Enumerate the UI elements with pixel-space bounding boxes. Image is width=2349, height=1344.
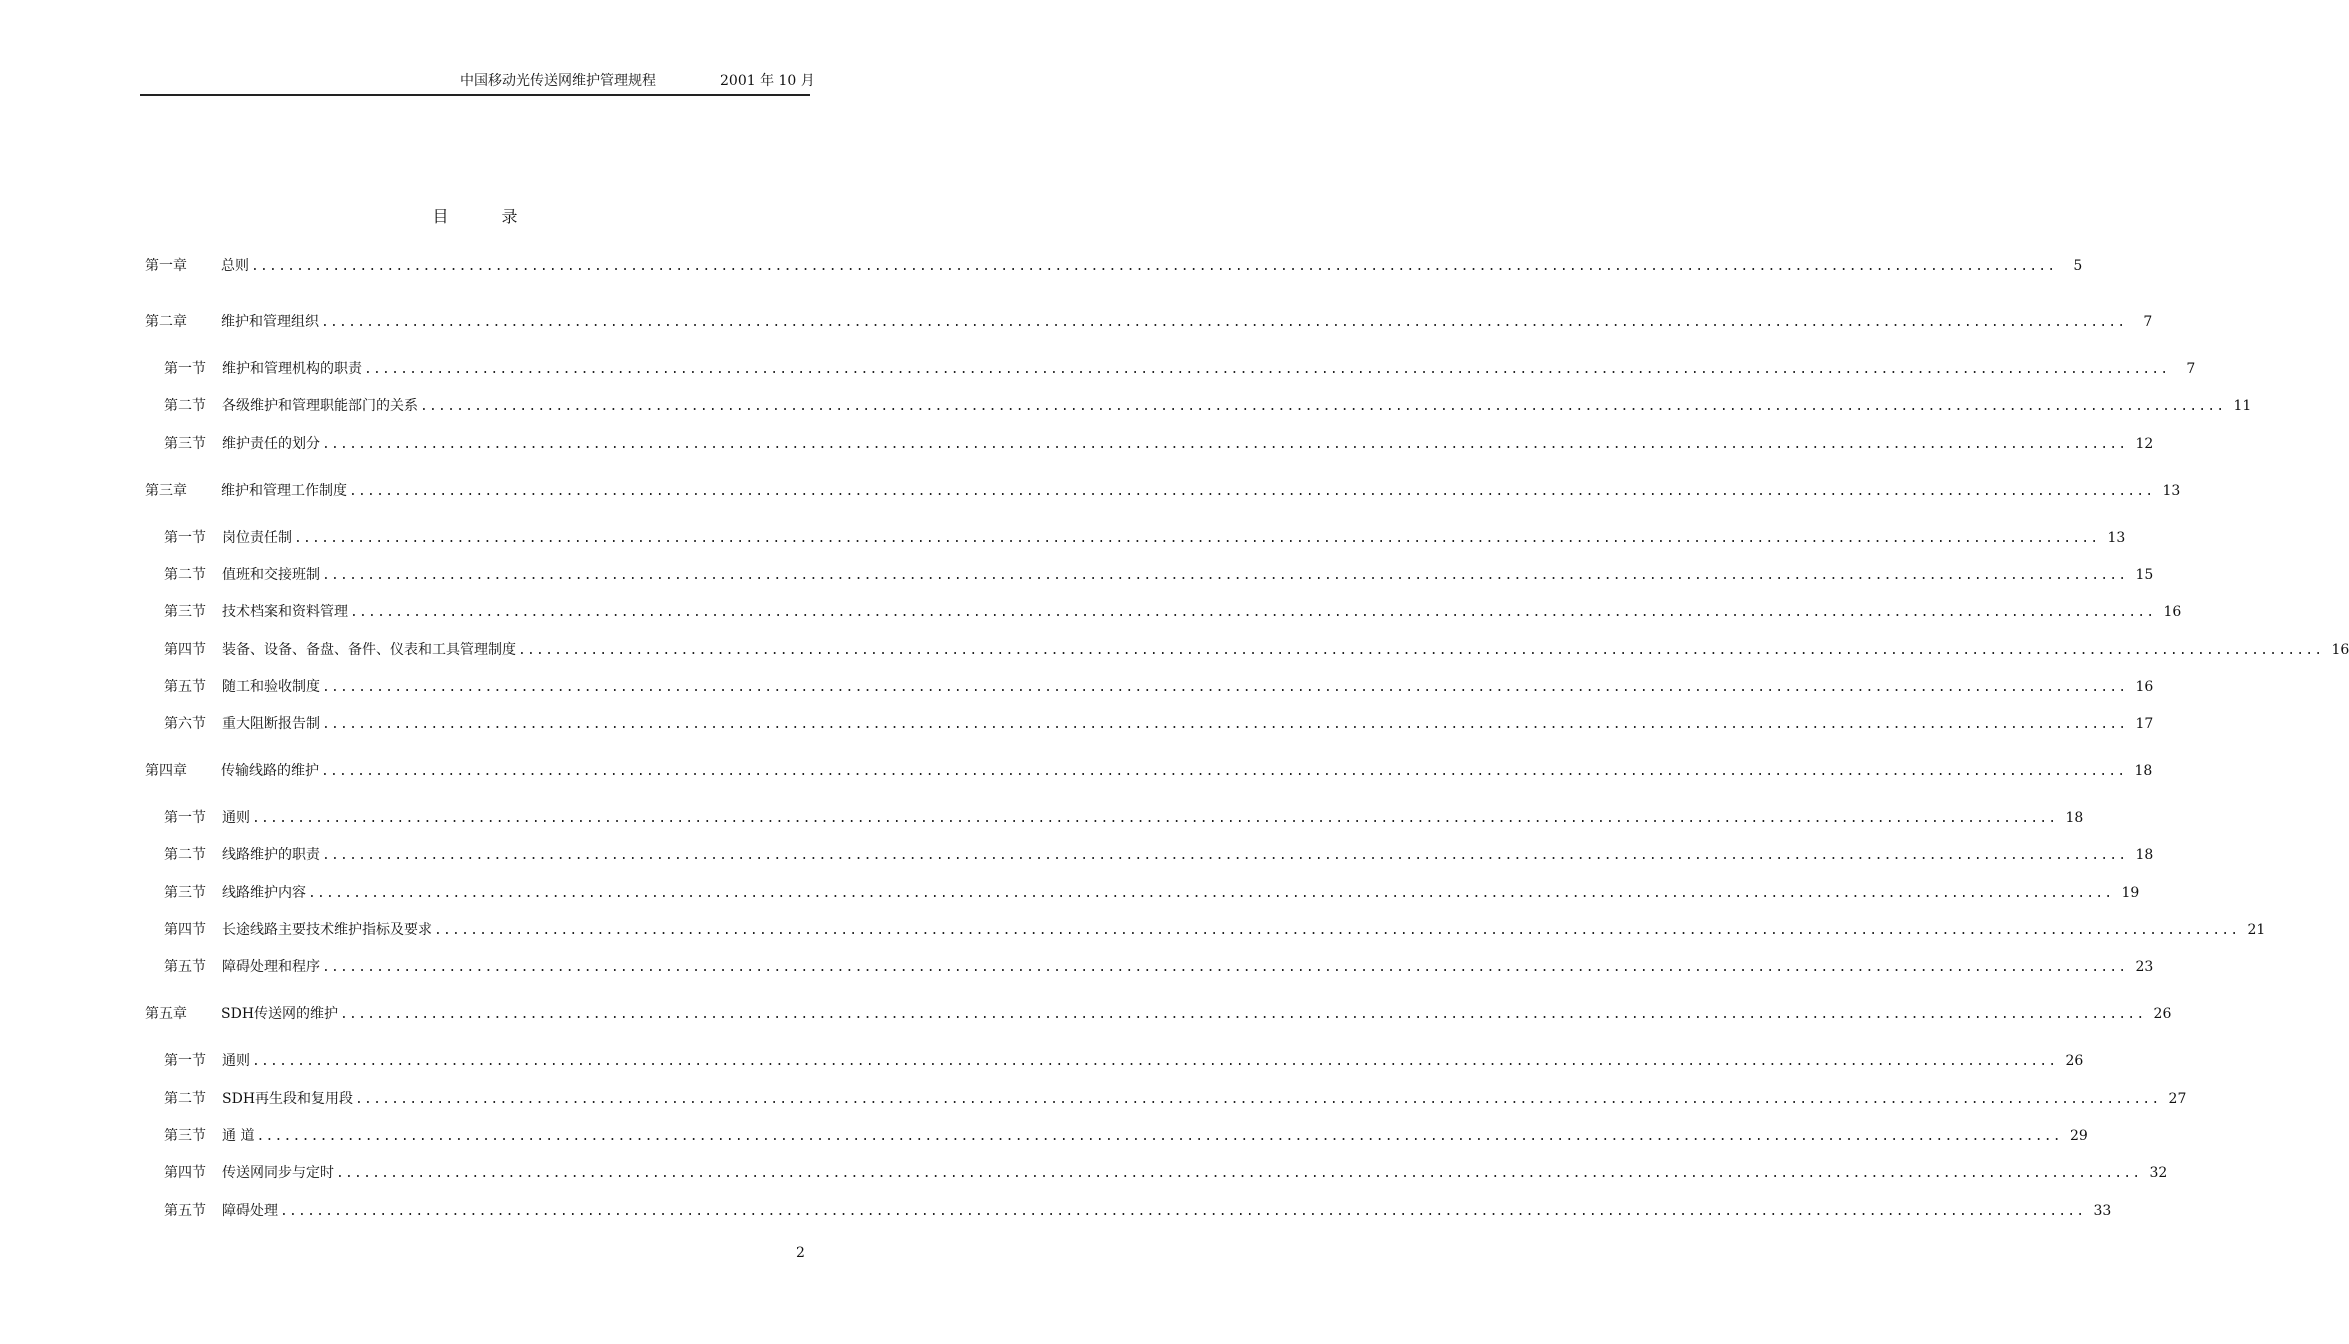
toc-entry-page: 17 xyxy=(2135,716,2154,732)
toc-dot-leader: ........................................................................................................................................................................................................ xyxy=(251,259,2057,274)
toc-section-row xyxy=(164,1089,2187,1110)
toc-entry-page: 18 xyxy=(2134,763,2153,779)
toc-entry-label: 第一节 xyxy=(164,810,206,826)
toc-entry-page: 33 xyxy=(2093,1203,2112,1219)
toc-dot-leader: ........................................................................................................................................................................................................ xyxy=(336,1166,2142,1181)
toc-entry-label: 第五节 xyxy=(164,679,206,695)
toc-entry-label: 第三节 xyxy=(164,885,206,901)
toc-dot-leader: ........................................................................................................................................................................................................ xyxy=(280,1204,2086,1219)
toc-entry-label: 第一节 xyxy=(164,1053,206,1069)
toc-dot-leader: ........................................................................................................................................................................................................ xyxy=(322,568,2128,583)
toc-dot-leader: ........................................................................................................................................................................................................ xyxy=(308,886,2114,901)
toc-entry-page: 16 xyxy=(2163,604,2182,620)
toc-entry-label: 第二节 xyxy=(164,847,206,863)
toc-chapter-row xyxy=(145,256,2083,277)
toc-entry-page: 29 xyxy=(2069,1128,2088,1144)
toc-chapter-row xyxy=(145,312,2153,333)
toc-entry-label: 第三节 xyxy=(164,1128,206,1144)
toc-entry-label: 第四节 xyxy=(164,1165,206,1181)
toc-entry-title: 技术档案和资料管理 xyxy=(222,604,348,620)
toc-section-row xyxy=(164,883,2140,904)
toc-entry-title: SDH传送网的维护 xyxy=(221,1006,339,1022)
toc-section-row xyxy=(164,714,2154,735)
toc-dot-leader: ........................................................................................................................................................................................................ xyxy=(322,848,2128,863)
toc-entry-page: 27 xyxy=(2168,1091,2187,1107)
toc-section-row xyxy=(164,920,2266,941)
toc-entry-page: 23 xyxy=(2135,959,2154,975)
toc-dot-leader: ........................................................................................................................................................................................................ xyxy=(350,605,2156,620)
toc-entry-title: 重大阻断报告制 xyxy=(222,716,320,732)
toc-dot-leader: ........................................................................................................................................................................................................ xyxy=(321,315,2127,330)
toc-entry-title: 传送网同步与定时 xyxy=(222,1165,334,1181)
toc-heading: 目 录 xyxy=(432,207,542,226)
toc-dot-leader: ........................................................................................................................................................................................................ xyxy=(322,437,2128,452)
toc-dot-leader: ........................................................................................................................................................................................................ xyxy=(252,811,2058,826)
header-date: 2001 年 10 月 xyxy=(720,73,815,89)
toc-entry-title: 障碍处理和程序 xyxy=(222,959,320,975)
toc-entry-label: 第二节 xyxy=(164,1091,206,1107)
toc-section-row xyxy=(164,565,2154,586)
toc-entry-page: 13 xyxy=(2107,530,2126,546)
toc-entry-label: 第六节 xyxy=(164,716,206,732)
toc-entry-page: 13 xyxy=(2162,483,2181,499)
toc-entry-title: SDH再生段和复用段 xyxy=(222,1091,354,1107)
toc-entry-label: 第四节 xyxy=(164,642,206,658)
toc-entry-page: 18 xyxy=(2065,810,2084,826)
toc-entry-page: 26 xyxy=(2065,1053,2084,1069)
toc-entry-page: 21 xyxy=(2247,922,2266,938)
page-number: 2 xyxy=(796,1245,805,1261)
toc-entry-title: 维护和管理组织 xyxy=(221,314,319,330)
toc-dot-leader: ........................................................................................................................................................................................................ xyxy=(252,1054,2058,1069)
toc-entry-label: 第一章 xyxy=(145,258,187,274)
toc-section-row xyxy=(164,1051,2084,1072)
toc-dot-leader: ........................................................................................................................................................................................................ xyxy=(340,1007,2146,1022)
toc-dot-leader: ........................................................................................................................................................................................................ xyxy=(322,680,2128,695)
toc-section-row xyxy=(164,1201,2112,1222)
toc-entry-title: 障碍处理 xyxy=(222,1203,278,1219)
toc-section-row xyxy=(164,677,2154,698)
toc-entry-title: 随工和验收制度 xyxy=(222,679,320,695)
toc-entry-page: 19 xyxy=(2121,885,2140,901)
toc-entry-label: 第二节 xyxy=(164,567,206,583)
toc-dot-leader: ........................................................................................................................................................................................................ xyxy=(364,362,2170,377)
toc-entry-title: 传输线路的维护 xyxy=(221,763,319,779)
toc-entry-page: 7 xyxy=(2143,314,2153,330)
toc-entry-title: 线路维护内容 xyxy=(222,885,306,901)
toc-entry-label: 第三节 xyxy=(164,436,206,452)
toc-dot-leader: ........................................................................................................................................................................................................ xyxy=(434,923,2240,938)
toc-dot-leader: ........................................................................................................................................................................................................ xyxy=(349,484,2155,499)
toc-entry-title: 通则 xyxy=(222,810,250,826)
toc-dot-leader: ........................................................................................................................................................................................................ xyxy=(420,399,2226,414)
toc-entry-page: 15 xyxy=(2135,567,2154,583)
toc-entry-page: 5 xyxy=(2073,258,2083,274)
toc-entry-title: 总则 xyxy=(221,258,249,274)
toc-entry-title: 各级维护和管理职能部门的关系 xyxy=(222,398,418,414)
toc-entry-page: 11 xyxy=(2233,398,2252,414)
toc-entry-label: 第一节 xyxy=(164,530,206,546)
toc-entry-page: 7 xyxy=(2186,361,2196,377)
toc-entry-page: 16 xyxy=(2331,642,2349,658)
toc-section-row xyxy=(164,396,2252,417)
toc-entry-label: 第二章 xyxy=(145,314,187,330)
toc-entry-title: 通 道 xyxy=(222,1128,255,1144)
toc-dot-leader: ........................................................................................................................................................................................................ xyxy=(256,1129,2062,1144)
toc-entry-title: 维护责任的划分 xyxy=(222,436,320,452)
toc-section-row xyxy=(164,957,2154,978)
toc-section-row xyxy=(164,359,2196,380)
toc-entry-title: 维护和管理工作制度 xyxy=(221,483,347,499)
toc-entry-label: 第四章 xyxy=(145,763,187,779)
toc-section-row xyxy=(164,602,2182,623)
toc-section-row xyxy=(164,808,2084,829)
toc-dot-leader: ........................................................................................................................................................................................................ xyxy=(322,960,2128,975)
toc-section-row xyxy=(164,1163,2168,1184)
toc-entry-page: 12 xyxy=(2135,436,2154,452)
toc-dot-leader: ........................................................................................................................................................................................................ xyxy=(518,643,2324,658)
toc-section-row xyxy=(164,1126,2088,1147)
toc-entry-label: 第二节 xyxy=(164,398,206,414)
toc-entry-label: 第四节 xyxy=(164,922,206,938)
toc-entry-label: 第五节 xyxy=(164,959,206,975)
toc-entry-title: 装备、设备、备盘、备件、仪表和工具管理制度 xyxy=(222,642,516,658)
toc-dot-leader: ........................................................................................................................................................................................................ xyxy=(322,717,2128,732)
toc-dot-leader: ........................................................................................................................................................................................................ xyxy=(355,1092,2161,1107)
toc-entry-page: 32 xyxy=(2149,1165,2168,1181)
toc-entry-title: 通则 xyxy=(222,1053,250,1069)
toc-entry-label: 第五章 xyxy=(145,1006,187,1022)
toc-section-row xyxy=(164,640,2349,661)
header-title: 中国移动光传送网维护管理规程 xyxy=(460,73,656,89)
toc-section-row xyxy=(164,845,2154,866)
toc-entry-page: 18 xyxy=(2135,847,2154,863)
toc-entry-page: 26 xyxy=(2153,1006,2172,1022)
toc-chapter-row xyxy=(145,1004,2172,1025)
toc-entry-title: 值班和交接班制 xyxy=(222,567,320,583)
toc-entry-title: 线路维护的职责 xyxy=(222,847,320,863)
toc-chapter-row xyxy=(145,481,2181,502)
toc-entry-title: 维护和管理机构的职责 xyxy=(222,361,362,377)
toc-entry-title: 长途线路主要技术维护指标及要求 xyxy=(222,922,432,938)
toc-dot-leader: ........................................................................................................................................................................................................ xyxy=(321,764,2127,779)
toc-chapter-row xyxy=(145,761,2153,782)
toc-entry-page: 16 xyxy=(2135,679,2154,695)
toc-entry-label: 第三章 xyxy=(145,483,187,499)
toc-entry-label: 第一节 xyxy=(164,361,206,377)
toc-entry-label: 第三节 xyxy=(164,604,206,620)
toc-dot-leader: ........................................................................................................................................................................................................ xyxy=(294,531,2100,546)
toc-entry-label: 第五节 xyxy=(164,1203,206,1219)
toc-section-row xyxy=(164,528,2126,549)
toc-entry-title: 岗位责任制 xyxy=(222,530,292,546)
toc-section-row xyxy=(164,434,2154,455)
